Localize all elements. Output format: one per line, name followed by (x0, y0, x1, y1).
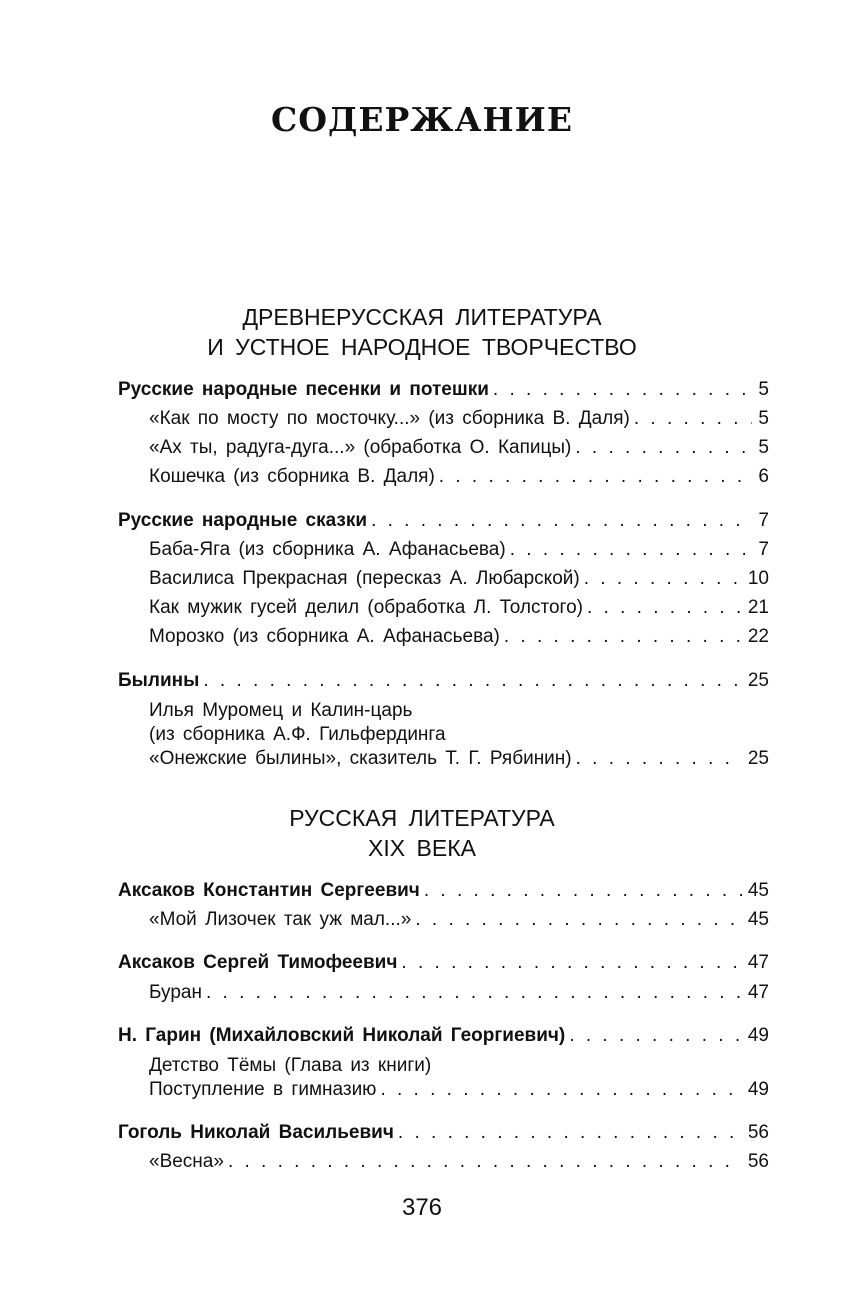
toc-page-number: 56 (747, 1151, 769, 1172)
toc-entry[interactable] (149, 567, 769, 591)
toc-page-number: 7 (758, 510, 769, 531)
toc-page-number: 45 (747, 880, 769, 901)
dot-leader (401, 951, 741, 975)
dot-leader (371, 509, 752, 533)
dot-leader (415, 908, 742, 932)
toc-entry-text: Детство Тёмы (Глава из книги) (149, 1055, 432, 1076)
toc-group-title-text: Русские народные песенки и потешки (118, 379, 489, 400)
dot-leader (398, 1121, 742, 1145)
dot-leader (569, 1024, 742, 1048)
toc-entry-text: «Как по мосту по мосточку...» (из сборника В. Даля) (149, 408, 630, 429)
dot-leader (206, 981, 742, 1005)
toc-page-number: 47 (747, 982, 769, 1003)
dot-leader (634, 407, 753, 431)
toc-group-title[interactable] (118, 509, 769, 533)
toc-entry-text: Буран (149, 982, 202, 1003)
toc-entry[interactable] (149, 538, 769, 562)
toc-page-number: 25 (747, 670, 769, 691)
toc-group-title-text: Н. Гарин (Михайловский Николай Георгиевич) (118, 1025, 566, 1046)
toc-entry[interactable] (149, 436, 769, 460)
dot-leader (576, 747, 742, 771)
toc-entry-text: Кошечка (из сборника В. Даля) (149, 466, 435, 487)
toc-page-number: 5 (758, 408, 769, 429)
dot-leader (439, 465, 753, 489)
toc-page-number: 10 (747, 568, 769, 589)
toc-group-title-text: Аксаков Сергей Тимофеевич (118, 952, 398, 973)
toc-entry-text: «Мой Лизочек так уж мал...» (149, 909, 412, 930)
toc-entry-text: Баба-Яга (из сборника А. Афанасьева) (149, 539, 506, 560)
toc-group-title[interactable] (118, 1024, 769, 1048)
toc-entry-continued-line[interactable] (149, 723, 769, 747)
page-title: СОДЕРЖАНИЕ (270, 100, 573, 139)
toc-entry-text: Как мужик гусей делил (обработка Л. Толстого) (149, 597, 583, 618)
toc-page-number: 21 (747, 597, 769, 618)
toc-page-number: 5 (758, 437, 769, 458)
section-heading-line: ДРЕВНЕРУССКАЯ ЛИТЕРАТУРА (242, 304, 602, 330)
toc-group-title-text: Гоголь Николай Васильевич (118, 1122, 394, 1143)
dot-leader (504, 625, 742, 649)
dot-leader (575, 436, 752, 460)
toc-page-number: 56 (747, 1122, 769, 1143)
dot-leader (493, 378, 753, 402)
toc-entry[interactable] (149, 747, 769, 771)
section-heading-line: XIX ВЕКА (368, 835, 476, 861)
toc-page-number: 6 (758, 466, 769, 487)
toc-page-number: 25 (747, 748, 769, 769)
toc-group-title-text: Аксаков Константин Сергеевич (118, 880, 420, 901)
toc-entry[interactable] (149, 981, 769, 1005)
toc-page-number: 7 (758, 539, 769, 560)
dot-leader (510, 538, 753, 562)
toc-group-title-text: Былины (118, 670, 200, 691)
toc-entry-text: Поступление в гимназию (149, 1079, 377, 1100)
toc-entry[interactable] (149, 465, 769, 489)
section-heading-19th-century (0, 803, 844, 863)
toc-entry-continued-line[interactable] (149, 1054, 769, 1078)
toc-entry-text: Василиса Прекрасная (пересказ А. Любарской) (149, 568, 580, 589)
toc-entry[interactable] (149, 625, 769, 649)
toc-page-number: 49 (747, 1025, 769, 1046)
toc-page-number: 45 (747, 909, 769, 930)
page-number: 376 (401, 1194, 443, 1221)
toc-entry[interactable] (149, 1078, 769, 1102)
section-heading-old-russian (0, 302, 844, 362)
section-heading-line: И УСТНОЕ НАРОДНОЕ ТВОРЧЕСТВО (207, 334, 637, 360)
toc-entry[interactable] (149, 407, 769, 431)
toc-group-title[interactable] (118, 1121, 769, 1145)
section-heading-line: РУССКАЯ ЛИТЕРАТУРА (289, 805, 555, 831)
toc-entry-text: (из сборника А.Ф. Гильфердинга (149, 724, 446, 745)
toc-group-title[interactable] (118, 879, 769, 903)
toc-entry-continued-line[interactable] (149, 699, 769, 723)
toc-entry-text: Илья Муромец и Калин-царь (149, 700, 413, 721)
toc-page-number: 5 (758, 379, 769, 400)
toc-entry[interactable] (149, 596, 769, 620)
toc-group-title[interactable] (118, 669, 769, 693)
toc-page-number: 47 (747, 952, 769, 973)
toc-entry[interactable] (149, 1150, 769, 1174)
toc-group-title[interactable] (118, 378, 769, 402)
toc-entry-text: «Онежские былины», сказитель Т. Г. Рябинин) (149, 748, 572, 769)
dot-leader (424, 879, 742, 903)
dot-leader (380, 1078, 741, 1102)
toc-entry-text: «Ах ты, радуга-дуга...» (обработка О. Капицы) (149, 437, 572, 458)
toc-page-number: 22 (747, 626, 769, 647)
dot-leader (203, 669, 742, 693)
toc-page-number: 49 (747, 1079, 769, 1100)
dot-leader (228, 1150, 742, 1174)
toc-group-title-text: Русские народные сказки (118, 510, 368, 531)
toc-entry-text: Морозко (из сборника А. Афанасьева) (149, 626, 500, 647)
dot-leader (587, 596, 742, 620)
toc-entry[interactable] (149, 908, 769, 932)
toc-group-title[interactable] (118, 951, 769, 975)
toc-entry-text: «Весна» (149, 1151, 224, 1172)
dot-leader (584, 567, 742, 591)
